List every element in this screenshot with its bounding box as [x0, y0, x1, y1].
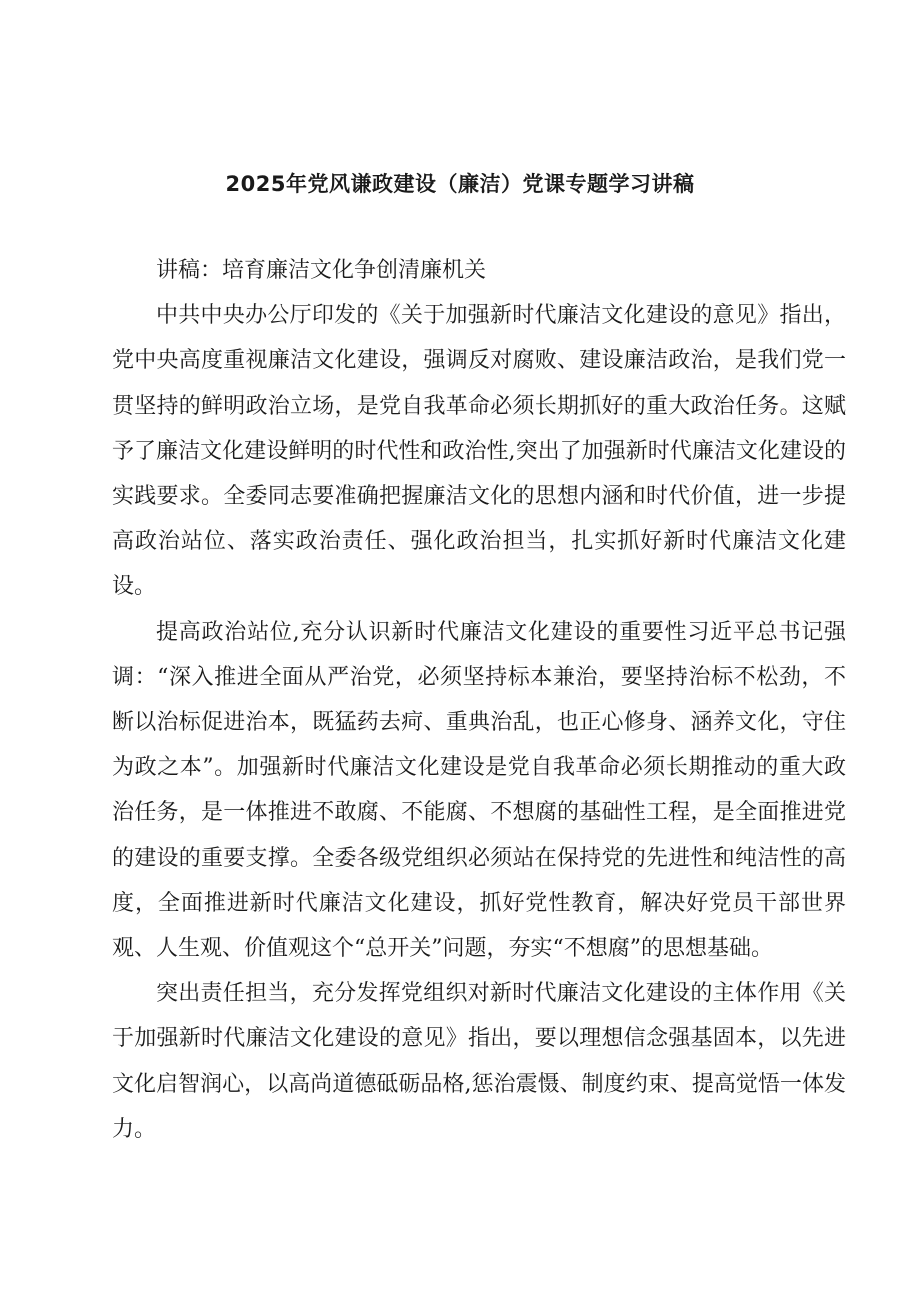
body-paragraph-1: 中共中央办公厅印发的《关于加强新时代廉洁文化建设的意见》指出，党中央高度重视廉洁文化建设，强调反对腐败、建设廉洁政治，是我们党一贯坚持的鲜明政治立场，是党自我革命必须长期抓好的重大政治任务。这赋予了廉洁文化建设鲜明的时代性和政治性,突出了加强新时代廉洁文化建设的实践要求。全委同志要准确把握廉洁文化的思想内涵和时代价值，进一步提高政治站位、落实政治责任、强化政治担当，扎实抓好新时代廉洁文化建设。	[112, 303, 846, 600]
document-title: 2025年党风谦政建设（廉洁）党课专题学习讲稿	[225, 172, 695, 196]
speech-subtitle-paragraph: 讲稿：培育廉洁文化争创清廉机关	[156, 258, 487, 283]
body-paragraph-2: 提高政治站位,充分认识新时代廉洁文化建设的重要性习近平总书记强调：“深入推进全面从严治党，必须坚持标本兼治，要坚持治标不松劲，不断以治标促进治本，既猛药去疴、重典治乱，也正心修身、涵养文化，守住为政之本”。加强新时代廉洁文化建设是党自我革命必须长期推动的重大政治任务，是一体推进不敢腐、不能腐、不想腐的基础性工程，是全面推进党的建设的重要支撑。全委各级党组织必须站在保持党的先进性和纯洁性的高度，全面推进新时代廉洁文化建设，抓好党性教育，解决好党员干部世界观、人生观、价值观这个“总开关”问题，夯实“不想腐”的思想基础。	[112, 619, 846, 962]
body-paragraph-3: 突出责任担当，充分发挥党组织对新时代廉洁文化建设的主体作用《关于加强新时代廉洁文化建设的意见》指出，要以理想信念强基固本，以先进文化启智润心，以高尚道德砥砺品格,惩治震慑、制度约束、提高觉悟一体发力。	[112, 981, 846, 1142]
document-body	[112, 248, 846, 1152]
